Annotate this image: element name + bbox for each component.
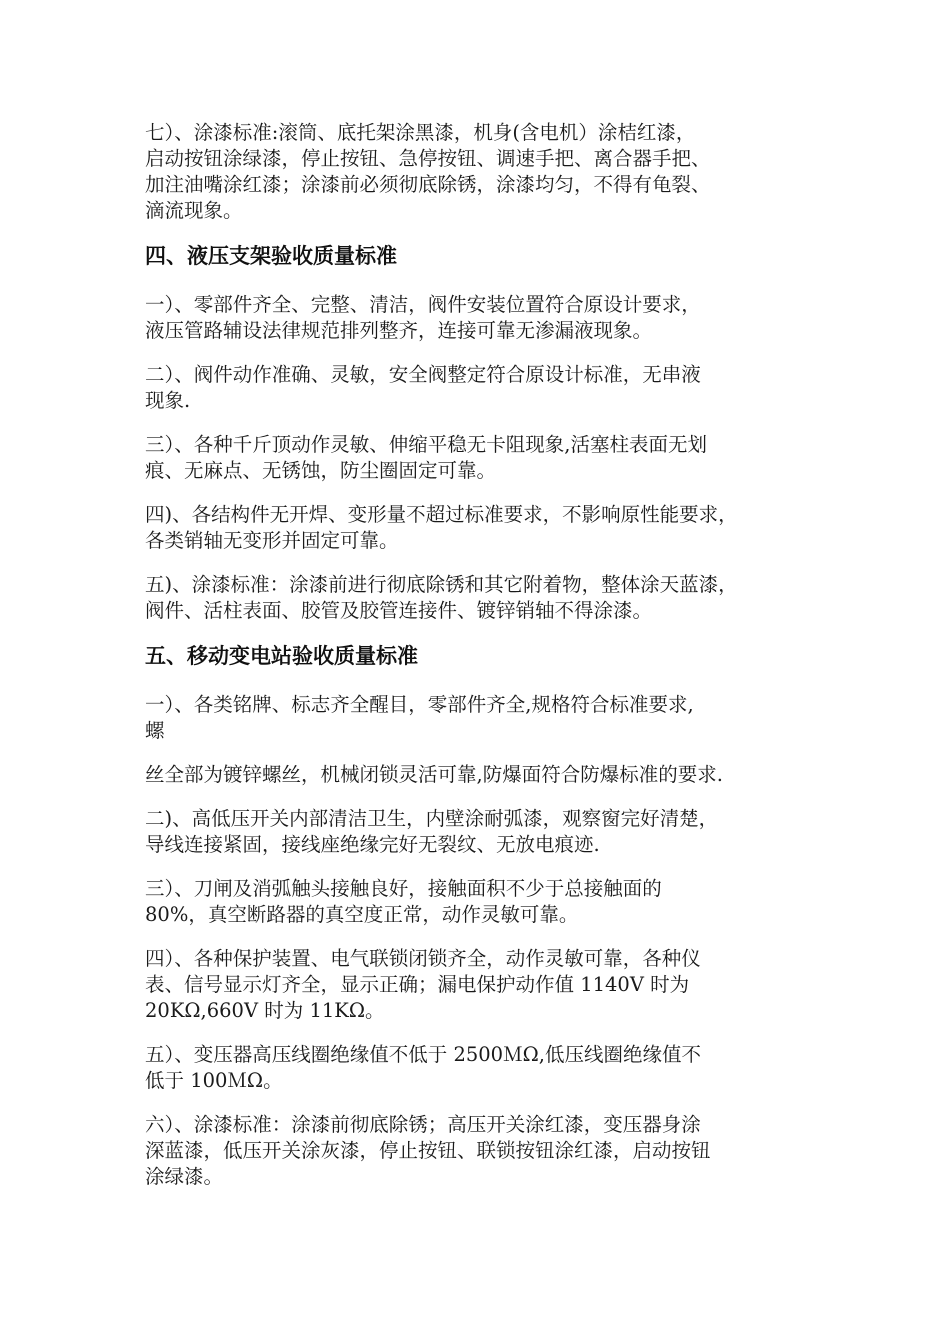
paragraph-5-4: 四）、各种保护装置、电气联锁闭锁齐全，动作灵敏可靠，各种仪 表、信号显示灯齐全，显示正确；漏电保护动作值 1140V 时为 20KΩ,660V 时为 11KΩ。 [145,947,701,1022]
paragraph-4-3: 三）、各种千斤顶动作灵敏、伸缩平稳无卡阻现象,活塞柱表面无划 痕、无麻点、无锈蚀，防尘圈固定可靠。 [145,433,707,482]
paragraph-5-1a: 一）、各类铭牌、标志齐全醒目，零部件齐全,规格符合标准要求, 螺 [145,693,694,742]
paragraph-5-1b: 丝全部为镀锌螺丝，机械闭锁灵活可靠,防爆面符合防爆标准的要求. [145,763,723,786]
section-5-heading: 五、移动变电站验收质量标准 [145,644,418,668]
paragraph-4-4: 四)、各结构件无开焊、变形量不超过标准要求，不影响原性能要求， 各类销轴无变形并固定可靠。 [145,503,738,552]
paragraph-5-2: 二)、高低压开关内部清洁卫生，内壁涂耐弧漆，观察窗完好清楚， 导线连接紧固，接线座绝缘完好无裂纹、无放电痕迹. [145,807,719,856]
paragraph-4-5: 五)、涂漆标准：涂漆前进行彻底除锈和其它附着物，整体涂天蓝漆， 阀件、活柱表面、胶管及胶管连接件、镀锌销轴不得涂漆。 [145,573,738,622]
document-page [145,120,820,1208]
paragraph-5-6: 六）、涂漆标准：涂漆前彻底除锈；高压开关涂红漆，变压器身涂 深蓝漆，低压开关涂灰漆，停止按钮、联锁按钮涂红漆，启动按钮 涂绿漆。 [145,1113,711,1188]
paragraph-5-5: 五）、变压器高压线圈绝缘值不低于 2500ＭΩ,低压线圈绝缘值不 低于 100ＭΩ。 [145,1043,701,1092]
paragraph-5-3: 三）、刀闸及消弧触头接触良好，接触面积不少于总接触面的 80%，真空断路器的真空度正常，动作灵敏可靠。 [145,877,662,926]
paragraph-4-1: 一）、零部件齐全、完整、清洁，阀件安装位置符合原设计要求， 液压管路辅设法律规范排列整齐，连接可靠无渗漏液现象。 [145,293,701,342]
paragraph-3-7-paint-standard: 七）、涂漆标准:滚筒、底托架涂黑漆，机身(含电机）涂桔红漆， 启动按钮涂绿漆，停止按钮、急停按钮、调速手把、离合器手把、 加注油嘴涂红漆；涂漆前必须彻底除锈，涂漆均匀，不得有龟裂、 滴流现象。 [145,121,711,222]
section-4-heading: 四、液压支架验收质量标准 [145,244,397,268]
paragraph-4-2: 二）、阀件动作准确、灵敏，安全阀整定符合原设计标准，无串液 现象. [145,363,701,412]
